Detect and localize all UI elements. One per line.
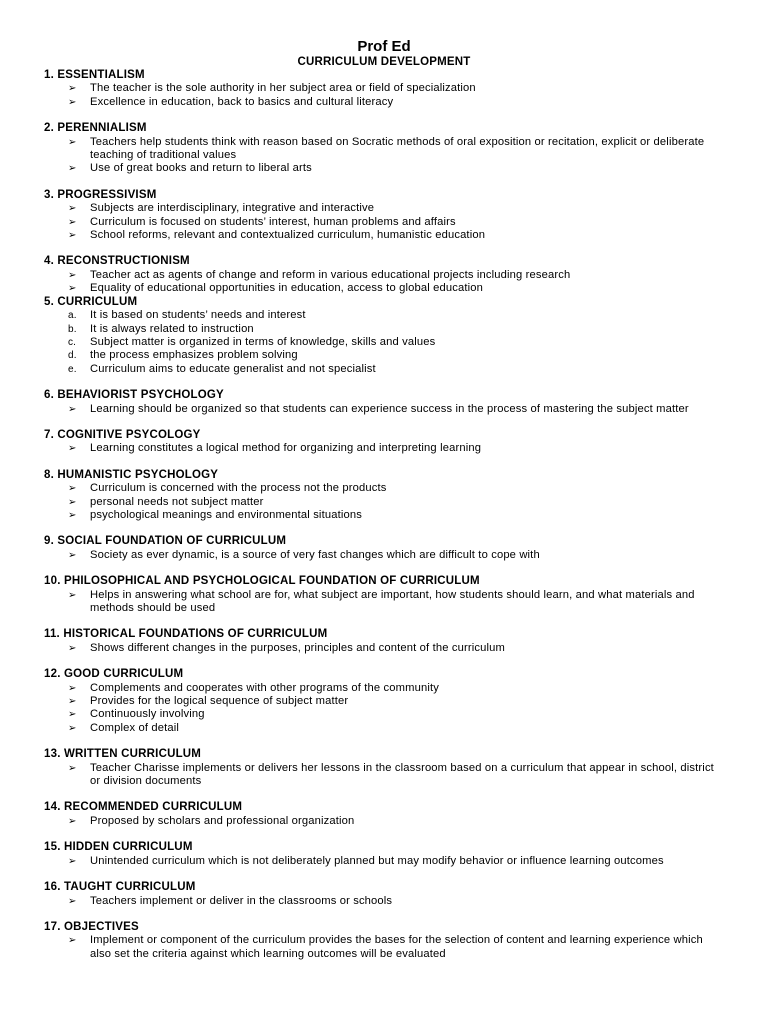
arrow-bullet-icon: ➢ (68, 682, 77, 694)
list-item (44, 549, 724, 562)
arrow-bullet-icon: ➢ (68, 642, 77, 654)
list-item-text: Use of great books and return to liberal arts (90, 162, 312, 175)
list-item-text: Subject matter is organized in terms of knowledge, skills and values (90, 335, 436, 348)
list-item-text: Subjects are interdisciplinary, integrative and interactive (90, 202, 375, 215)
list-item (44, 934, 724, 961)
list-item (44, 482, 724, 495)
list-item (44, 855, 724, 868)
section-spacer (0, 522, 768, 535)
list-item (44, 363, 724, 376)
arrow-bullet-icon: ➢ (68, 549, 77, 561)
list-item-text: Helps in answering what school are for, what subject are important, how students should learn, and what materials and methods should be used (90, 588, 695, 614)
arrow-bullet-icon: ➢ (68, 443, 77, 455)
section (44, 469, 724, 523)
list-item (44, 349, 724, 362)
list-item (44, 336, 724, 349)
list-item-text: School reforms, relevant and contextualized curriculum, humanistic education (90, 229, 486, 242)
list-item-text: Equality of educational opportunities in education, access to global education (90, 282, 483, 295)
list-item (44, 895, 724, 908)
arrow-bullet-icon: ➢ (68, 283, 77, 295)
list-item-text: Society as ever dynamic, is a source of very fast changes which are difficult to cope with (90, 548, 540, 561)
section-heading: 3. PROGRESSIVISM (44, 188, 157, 201)
section-heading: 5. CURRICULUM (44, 295, 138, 308)
section (44, 575, 724, 615)
section-spacer (0, 908, 768, 921)
list-item-text: Curriculum is focused on students’ interest, human problems and affairs (90, 215, 456, 228)
list-item (44, 642, 724, 655)
section-spacer (0, 176, 768, 189)
arrow-bullet-icon: ➢ (68, 483, 77, 495)
list-item (44, 202, 724, 215)
list-item-text: Unintended curriculum which is not deliberately planned but may modify behavior or influence learning outcomes (90, 854, 664, 867)
list-item (44, 82, 724, 95)
arrow-bullet-icon: ➢ (68, 230, 77, 242)
section-spacer (0, 615, 768, 628)
arrow-bullet-icon: ➢ (68, 855, 77, 867)
list-item-text: psychological meanings and environmental situations (90, 508, 362, 521)
arrow-bullet-icon: ➢ (68, 216, 77, 228)
section (44, 841, 724, 868)
list-item-text: Teacher act as agents of change and reform in various educational projects including research (90, 268, 571, 281)
list-item-text: Learning constitutes a logical method for organizing and interpreting learning (90, 442, 482, 455)
list-item-text: Teachers help students think with reason based on Socratic methods of oral exposition or recitation, explicit or deliberate teaching of traditional values (90, 135, 705, 162)
list-letter: c. (68, 336, 77, 348)
list-item (44, 442, 724, 455)
section-heading: 8. HUMANISTIC PSYCHOLOGY (44, 468, 219, 481)
arrow-bullet-icon: ➢ (68, 203, 77, 215)
arrow-bullet-icon: ➢ (68, 589, 77, 601)
list-item-text: Provides for the logical sequence of subject matter (90, 695, 349, 708)
section-heading: 1. ESSENTIALISM (44, 69, 145, 81)
section-spacer (0, 456, 768, 469)
list-item-text: It is based on students’ needs and interest (90, 309, 306, 322)
arrow-bullet-icon: ➢ (68, 403, 77, 415)
section-spacer (0, 109, 768, 122)
arrow-bullet-icon: ➢ (68, 509, 77, 521)
section (44, 881, 724, 908)
document-page (0, 38, 768, 961)
section-heading: 14. RECOMMENDED CURRICULUM (44, 801, 243, 814)
section-heading: 2. PERENNIALISM (44, 122, 147, 135)
arrow-bullet-icon: ➢ (68, 722, 77, 734)
list-item (44, 136, 724, 163)
arrow-bullet-icon: ➢ (68, 269, 77, 281)
section-heading: 10. PHILOSOPHICAL AND PSYCHOLOGICAL FOUNDATION OF CURRICULUM (44, 575, 480, 588)
arrow-bullet-icon: ➢ (68, 709, 77, 721)
list-item-text: Complements and cooperates with other programs of the community (90, 681, 439, 694)
section (44, 535, 724, 562)
list-item-text: The teacher is the sole authority in her subject area or field of specialization (90, 82, 476, 95)
section-heading: 17. OBJECTIVES (44, 920, 139, 933)
list-item-text: Curriculum aims to educate generalist and not specialist (90, 362, 376, 375)
section-spacer (0, 562, 768, 575)
list-item (44, 282, 724, 295)
section-spacer (0, 788, 768, 801)
arrow-bullet-icon: ➢ (68, 163, 77, 175)
list-item-text: the process emphasizes problem solving (90, 349, 298, 362)
arrow-bullet-icon: ➢ (68, 815, 77, 827)
section-heading: 9. SOCIAL FOUNDATION OF CURRICULUM (44, 535, 287, 548)
section (44, 748, 724, 788)
section-heading: 15. HIDDEN CURRICULUM (44, 841, 193, 854)
section (44, 628, 724, 655)
arrow-bullet-icon: ➢ (68, 762, 77, 774)
section (44, 296, 724, 376)
list-item (44, 269, 724, 282)
sections-container (0, 69, 768, 961)
list-item (44, 309, 724, 322)
section-spacer (0, 242, 768, 255)
list-letter: e. (68, 363, 77, 375)
list-item (44, 708, 724, 721)
list-item (44, 762, 724, 789)
section-spacer (0, 735, 768, 748)
section-heading: 4. RECONSTRUCTIONISM (44, 255, 190, 268)
document-title: Prof Ed (357, 38, 411, 55)
list-item-text: Complex of detail (90, 721, 179, 734)
list-item-text: personal needs not subject matter (90, 495, 264, 508)
section-heading: 6. BEHAVIORIST PSYCHOLOGY (44, 389, 224, 402)
arrow-bullet-icon: ➢ (68, 935, 77, 947)
section-spacer (0, 655, 768, 668)
list-item-text: Excellence in education, back to basics and cultural literacy (90, 95, 394, 108)
arrow-bullet-icon: ➢ (68, 83, 77, 95)
arrow-bullet-icon: ➢ (68, 496, 77, 508)
section (44, 69, 724, 109)
section (44, 801, 724, 828)
arrow-bullet-icon: ➢ (68, 96, 77, 108)
list-item (44, 229, 724, 242)
section-spacer (0, 376, 768, 389)
section-spacer (0, 868, 768, 881)
list-item (44, 162, 724, 175)
arrow-bullet-icon: ➢ (68, 696, 77, 708)
section-spacer (0, 416, 768, 429)
list-letter: a. (68, 310, 77, 322)
list-item (44, 815, 724, 828)
list-item-text: Continuously involving (90, 708, 205, 721)
list-item (44, 682, 724, 695)
section (44, 389, 724, 416)
section-heading: 16. TAUGHT CURRICULUM (44, 881, 196, 894)
section (44, 122, 724, 176)
section-heading: 7. COGNITIVE PSYCOLOGY (44, 428, 201, 441)
list-item (44, 323, 724, 336)
list-item (44, 722, 724, 735)
list-item (44, 96, 724, 109)
list-item (44, 496, 724, 509)
list-item (44, 589, 724, 616)
section-heading: 11. HISTORICAL FOUNDATIONS OF CURRICULUM (44, 628, 328, 641)
list-item (44, 216, 724, 229)
list-item (44, 403, 724, 416)
section-spacer (0, 828, 768, 841)
list-item (44, 695, 724, 708)
list-item-text: It is always related to instruction (90, 322, 254, 335)
section (44, 189, 724, 243)
list-item-text: Implement or component of the curriculum provides the bases for the selection of content and learning experience which also set the criteria against which learning outcomes will be evaluated (90, 934, 703, 960)
list-item-text: Curriculum is concerned with the process not the products (90, 482, 387, 495)
list-item-text: Teacher Charisse implements or delivers her lessons in the classroom based on a curriculum that appear in school, district or division documents (90, 761, 714, 788)
section (44, 921, 724, 961)
section (44, 668, 724, 735)
list-item-text: Proposed by scholars and professional organization (90, 814, 355, 827)
section-heading: 13. WRITTEN CURRICULUM (44, 748, 202, 761)
list-letter: d. (68, 350, 77, 362)
section (44, 255, 724, 295)
section (44, 429, 724, 456)
section-heading: 12. GOOD CURRICULUM (44, 668, 184, 681)
list-letter: b. (68, 323, 77, 335)
arrow-bullet-icon: ➢ (68, 895, 77, 907)
list-item-text: Shows different changes in the purposes, principles and content of the curriculum (90, 641, 505, 654)
list-item-text: Teachers implement or deliver in the classrooms or schools (90, 894, 393, 907)
list-item (44, 509, 724, 522)
document-subtitle: CURRICULUM DEVELOPMENT (297, 56, 471, 68)
arrow-bullet-icon: ➢ (68, 136, 77, 148)
list-item-text: Learning should be organized so that students can experience success in the process of mastering the subject matter (90, 402, 689, 415)
